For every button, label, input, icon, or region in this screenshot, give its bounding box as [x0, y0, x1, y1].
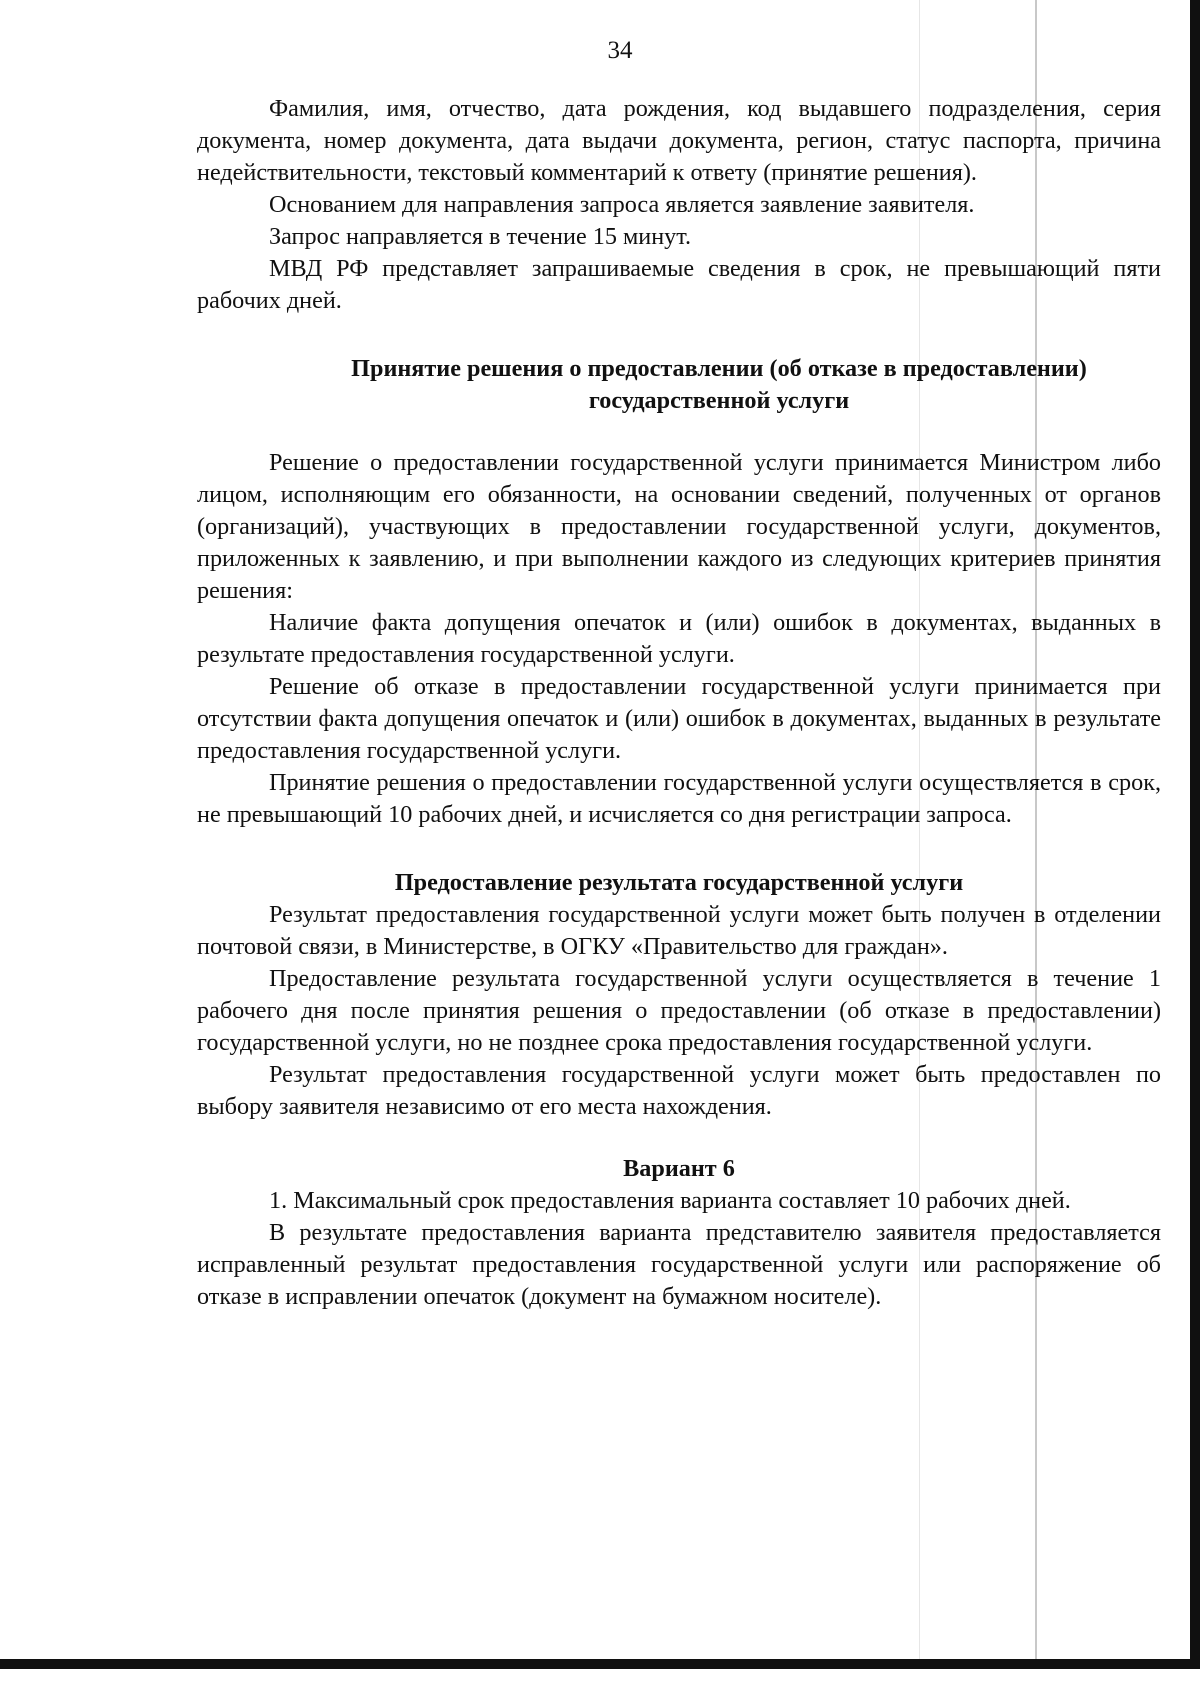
paragraph: Результат предоставления государственной услуги может быть предоставлен по выбору заявителя независимо от его места нахождения. [197, 1061, 1161, 1120]
paragraph: Основанием для направления запроса является заявление заявителя. [269, 191, 975, 218]
section-heading: Вариант 6 [623, 1155, 735, 1182]
scan-border-right [1190, 0, 1200, 1669]
paragraph: Решение о предоставлении государственной услуги принимается Министром либо лицом, исполняющим его обязанности, на основании сведений, полученных от органов (организаций), участвующих в предоставлении государственной услуги, документов, приложенных к заявлению, и при выполнении каждого из следующих критериев принятия решения: [197, 449, 1161, 604]
paragraph: Результат предоставления государственной услуги может быть получен в отделении почтовой связи, в Министерстве, в ОГКУ «Правительство для граждан». [197, 901, 1161, 960]
document-body [197, 93, 1161, 1313]
paragraph: Предоставление результата государственной услуги осуществляется в течение 1 рабочего дня после принятия решения о предоставлении (об отказе в предоставлении) государственной услуги, но не позднее срока предоставления государственной услуги. [197, 965, 1161, 1056]
page-number: 34 [607, 37, 633, 64]
paragraph: Решение об отказе в предоставлении государственной услуги принимается при отсутствии факта допущения опечаток и (или) ошибок в документах, выданных в результате предоставления государственной услуги. [197, 673, 1161, 764]
section-heading: Принятие решения о предоставлении (об отказе в предоставлении) государственной услуги [351, 355, 1087, 414]
paragraph: Наличие факта допущения опечаток и (или) ошибок в документах, выданных в результате предоставления государственной услуги. [197, 609, 1161, 668]
scan-border-bottom [0, 1659, 1200, 1669]
paragraph: Запрос направляется в течение 15 минут. [269, 223, 692, 250]
section-heading: Предоставление результата государственной услуги [394, 869, 964, 896]
paragraph: 1. Максимальный срок предоставления варианта составляет 10 рабочих дней. [269, 1187, 1071, 1214]
paragraph: Принятие решения о предоставлении государственной услуги осуществляется в срок, не превышающий 10 рабочих дней, и исчисляется со дня регистрации запроса. [197, 769, 1161, 828]
paragraph: Фамилия, имя, отчество, дата рождения, код выдавшего подразделения, серия документа, номер документа, дата выдачи документа, регион, статус паспорта, причина недействительности, текстовый комментарий к ответу (принятие решения). [197, 95, 1161, 186]
paragraph: В результате предоставления варианта представителю заявителя предоставляется исправленный результат предоставления государственной услуги или распоряжение об отказе в исправлении опечаток (документ на бумажном носителе). [197, 1219, 1161, 1310]
paragraph: МВД РФ представляет запрашиваемые сведения в срок, не превышающий пяти рабочих дней. [197, 255, 1161, 314]
